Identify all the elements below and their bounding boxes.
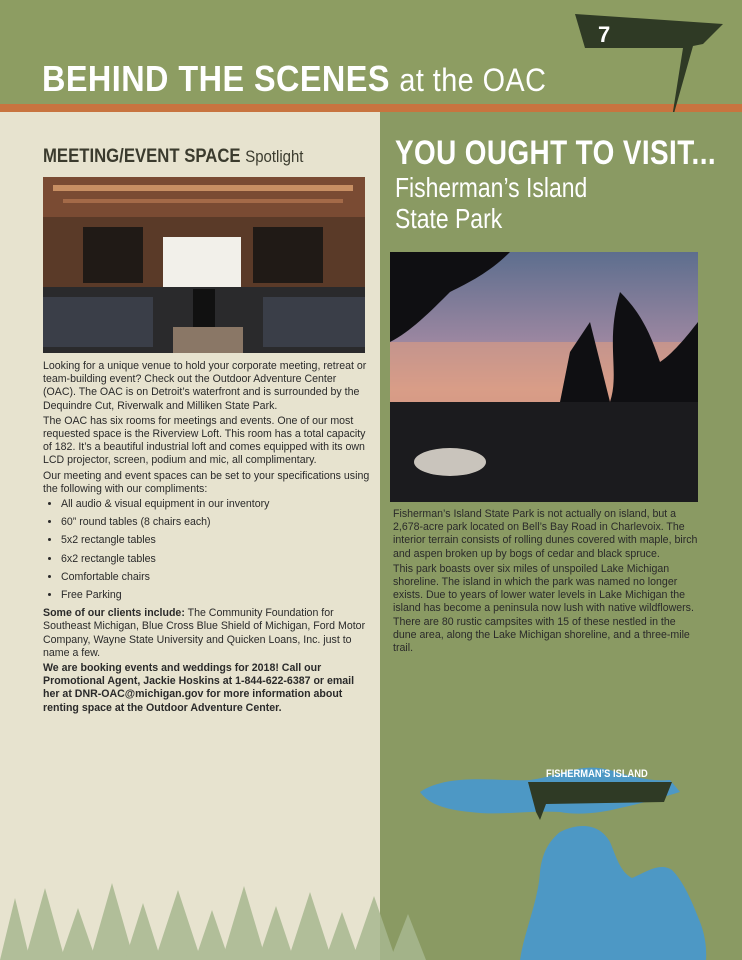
park-name-line-1: Fisherman’s Island [395, 172, 588, 203]
clients-text: The Community Foundation for Southeast Michigan, Blue Cross Blue Shield of Michigan, Ford Motor Company, Wayne State University and Quicken Loans, Inc. just to name a few. [43, 607, 366, 659]
michigan-map-icon [410, 752, 742, 960]
spotlight-text: Spotlight [245, 147, 304, 166]
list-item: • Free Parking [61, 589, 371, 602]
meeting-room-photo [43, 177, 365, 353]
list-item: • 6x2 rectangle tables [61, 553, 371, 566]
booking-para: We are booking events and weddings for 2018! Call our Promotional Agent, Jackie Hoskins at 1-844-622-6387 or email her at DNR-OAC@michigan.gov for more information about renting space at the Outdoor Adventure Center. [43, 662, 355, 714]
tree-silhouette-icon [0, 868, 430, 960]
meeting-heading [43, 146, 303, 168]
meeting-para-3: Our meeting and event spaces can be set to your specifications using the following with our compliments: [43, 469, 370, 495]
list-item: • 60” round tables (8 chairs each) [61, 516, 371, 529]
sunset-lake-photo [390, 252, 698, 502]
visit-heading: YOU OUGHT TO VISIT... [395, 134, 717, 172]
park-name-line-2: State Park [395, 203, 503, 234]
park-name [395, 172, 587, 234]
page-number: 7 [598, 22, 611, 47]
meeting-heading-text: MEETING/EVENT SPACE [43, 146, 241, 167]
park-para-2: This park boasts over six miles of unspoiled Lake Michigan shoreline. The island in which the park was named no longer exists. Due to years of lower water levels in Lake Michigan the island has become a peninsula now lush with native wildflowers. There are 80 rustic campsites with 15 of these nestled in the dune area, along the Lake Michigan shoreline, and a three-mile trail. [393, 562, 694, 655]
meeting-para-2: The OAC has six rooms for meetings and events. One of our most requested space is the Riverview Loft. This room has a total capacity of 182. It’s a beautiful industrial loft and comes equipped with its own LCD projector, screen, podium and mic, all complimentary. [43, 414, 366, 467]
list-item: • 5x2 rectangle tables [61, 534, 371, 547]
meeting-para-1: Looking for a unique venue to hold your corporate meeting, retreat or team-building event? Check out the Outdoor Adventure Center (OAC). The OAC is on Detroit’s waterfront and is surrounded by the Dequindre Cut, Riverwalk and Milliken State Park. [43, 360, 367, 412]
title-sub-text: at the OAC [399, 62, 547, 98]
park-para-1: Fisherman’s Island State Park is not actually on island, but a 2,678-acre park located on Bell’s Bay Road in Charlevoix. The interior terrain consists of rolling dunes covered with maple, birch and aspen broken up by bogs of cedar and black spruce. [393, 508, 698, 560]
list-item: • All audio & visual equipment in our inventory [61, 498, 371, 511]
clients-lead: Some of our clients include: [43, 607, 185, 620]
map-label: FISHERMAN’S ISLAND [546, 768, 648, 780]
title-main-text: BEHIND THE SCENES [42, 58, 390, 99]
clients-para [43, 607, 371, 660]
amenities-list [43, 498, 371, 602]
list-item: • Comfortable chairs [61, 571, 371, 584]
page-title [42, 58, 546, 100]
meeting-body [43, 360, 371, 717]
park-body [393, 508, 701, 657]
